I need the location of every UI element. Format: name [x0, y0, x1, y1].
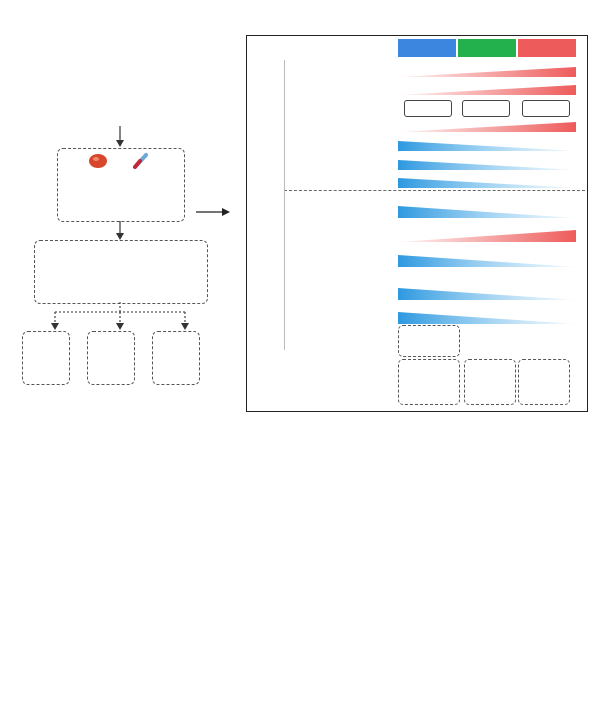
prognosis-wedge: [398, 85, 576, 95]
therapy-box-f2: [464, 359, 516, 405]
therapy-box-f1: [398, 359, 460, 405]
gene-gpc3: [462, 100, 510, 117]
immune-infiltration-wedge: [398, 160, 576, 170]
gene-afp: [404, 100, 452, 117]
fad-activity-wedge: [398, 67, 576, 77]
sorafenib-wedge: [398, 206, 576, 218]
tp53-wedge: [398, 141, 576, 151]
cttnb1-wedge: [398, 122, 576, 132]
ta-wedge: [398, 288, 576, 300]
tace-wedge: [398, 230, 576, 242]
immune-exhaustion-wedge: [398, 178, 576, 188]
atezolizumab-wedge: [398, 255, 576, 267]
preclinical-drug-box: [398, 325, 460, 357]
gene-glul: [522, 100, 570, 117]
therapy-box-f3: [518, 359, 570, 405]
anti-pd1-wedge: [398, 312, 576, 324]
